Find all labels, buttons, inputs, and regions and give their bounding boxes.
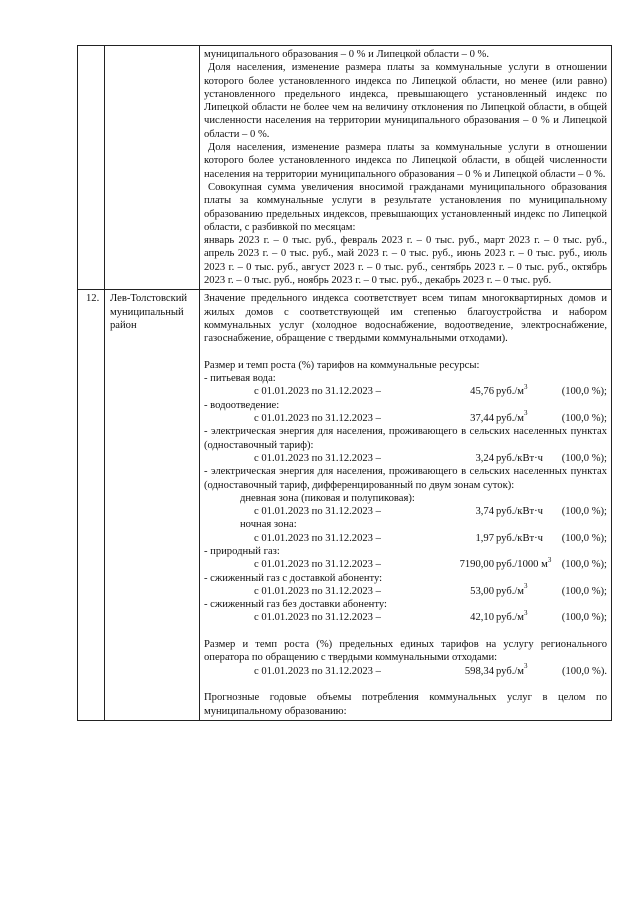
tariff-period: с 01.01.2023 по 31.12.2023 –: [254, 532, 381, 544]
tariff-row: [204, 532, 607, 545]
tariff-value: 42,10: [470, 612, 494, 624]
tariff-percent: (100,0 %);: [561, 559, 607, 571]
content-cell: [200, 290, 612, 721]
district-cell: [105, 46, 200, 290]
tariff-percent: (100,0 %);: [561, 386, 607, 398]
zone-label: ночная зона:: [240, 519, 297, 531]
tariff-period: с 01.01.2023 по 31.12.2023 –: [254, 413, 381, 425]
tariff-unit: $руб./м^3$: [496, 382, 528, 398]
tariff-percent: (100,0 %);: [561, 532, 607, 544]
tariff-percent: (100,0 %);: [561, 585, 607, 597]
tariff-label: - электрическая энергия для населения, проживающего в сельских населенных пунктах (одноставочный тариф, дифференцированный по двум зонам суток):: [204, 466, 607, 491]
tariffs-heading: Размер и темп роста (%) тарифов на коммунальные ресурсы:: [204, 359, 480, 371]
tariff-period: с 01.01.2023 по 31.12.2023 –: [254, 585, 381, 597]
tariff-unit: руб./кВт·ч: [496, 452, 543, 464]
tariff-label: - электрическая энергия для населения, проживающего в сельских населенных пунктах (одноставочный тариф):: [204, 426, 607, 451]
tariff-label: - природный газ:: [204, 545, 280, 557]
table-row: [78, 46, 612, 290]
tariff-unit: руб./кВт·ч: [496, 532, 543, 544]
tariff-value: 598,34: [464, 665, 494, 677]
tariff-label: - водоотведение:: [204, 399, 280, 411]
paragraph: Доля населения, изменение размера платы за коммунальные услуги в отношении которого более установленного индекса по Липецкой области, но менее (или равно) установленного предельного индекса, превышающего установленный индекс по Липецкой области не более чем на величину отклонения по Липецкой области, в общей численности населения на территории муниципального образования – 0 % и Липецкой области – 0 %.: [204, 62, 607, 140]
tariff-row: [204, 505, 607, 518]
tariff-unit: $руб./м^3$: [496, 608, 528, 624]
tariff-period: с 01.01.2023 по 31.12.2023 –: [254, 452, 381, 464]
paragraph: Совокупная сумма увеличения вносимой гражданами муниципального образования платы за коммунальные услуги в результате установления по муниципальному образованию предельных индексов, превышающих установленный индекс по Липецкой области, с разбивкой по месяцам:: [204, 181, 607, 233]
waste-heading: Размер и темп роста (%) предельных единых тарифов на услугу регионального оператора по обращению с твердыми коммунальными отходами:: [204, 639, 607, 664]
paragraph: Доля населения, изменение размера платы за коммунальные услуги в отношении которого более установленного индекса по Липецкой области, в общей численности населения на территории муниципального образования – 0 % и Липецкой области – 0 %.: [204, 142, 607, 180]
tariff-value: 3,74: [475, 506, 494, 518]
tariff-percent: (100,0 %);: [561, 452, 607, 464]
tariff-percent: (100,0 %);: [561, 413, 607, 425]
tariff-period: с 01.01.2023 по 31.12.2023 –: [254, 612, 381, 624]
tariff-row: [204, 382, 607, 398]
monthly-breakdown: январь 2023 г. – 0 тыс. руб., февраль 2023 г. – 0 тыс. руб., март 2023 г. – 0 тыс. руб., апрель 2023 г. – 0 тыс. руб., май 2023 г. – 0 тыс. руб., июнь 2023 г. – 0 тыс. руб., июль 2023 г. – 0 тыс. руб., август 2023 г. – 0 тыс. руб., сентябрь 2023 г. – 0 тыс. руб., октябрь 2023 г. – 0 тыс. руб., ноябрь 2023 г. – 0 тыс. руб., декабрь 2023 г. – 0 тыс. руб.: [204, 235, 607, 287]
tariff-unit: руб./1000 $м^3$: [496, 555, 552, 571]
tariff-value: 1,97: [475, 532, 494, 544]
tariff-value: 45,76: [470, 386, 494, 398]
tariff-period: с 01.01.2023 по 31.12.2023 –: [254, 506, 381, 518]
tariff-label: - сжиженный газ без доставки абоненту:: [204, 599, 387, 611]
intro-paragraph: Значение предельного индекса соответствует всем типам многоквартирных домов и жилых домов с соответствующей им степенью благоустройства и набором коммунальных услуг (холодное водоснабжение, водоотведение, электроснабжение, газоснабжение, обращение с твердыми коммунальными отходами).: [204, 293, 607, 345]
tariff-label: - сжиженный газ с доставкой абоненту:: [204, 572, 383, 584]
tariff-percent: (100,0 %);: [561, 612, 607, 624]
tariff-label: - питьевая вода:: [204, 373, 276, 385]
tariff-value: 7190,00: [459, 559, 494, 571]
tariff-row: [204, 555, 607, 571]
tariff-row: [204, 608, 607, 624]
tariff-row: [204, 662, 607, 678]
tariff-value: 37,44: [470, 413, 494, 425]
tariff-unit: $руб./м^3$: [496, 409, 528, 425]
tariff-value: 3,24: [475, 452, 494, 464]
tariff-table: [77, 45, 612, 721]
tariff-unit: $руб./м^3$: [496, 582, 528, 597]
tariff-unit: руб./кВт·ч: [496, 506, 543, 518]
row-number-cell: [78, 290, 105, 721]
district-cell: [105, 290, 200, 721]
tariff-row: [204, 452, 607, 465]
district-name: Лев-Толстовский муниципальный район: [110, 293, 188, 331]
row-number-cell: [78, 46, 105, 290]
tariff-value: 53,00: [470, 585, 494, 597]
forecast-heading: Прогнозные годовые объемы потребления коммунальных услуг в целом по муниципальному образованию:: [204, 692, 607, 717]
content-cell: [200, 46, 612, 290]
tariff-period: с 01.01.2023 по 31.12.2023 –: [254, 386, 381, 398]
tariff-period: с 01.01.2023 по 31.12.2023 –: [254, 559, 381, 571]
tariff-unit: $руб./м^3$: [496, 662, 528, 677]
tariff-percent: (100,0 %).: [561, 665, 607, 677]
text-line: муниципального образования – 0 % и Липецкой области – 0 %.: [204, 49, 490, 60]
row-number: 12.: [86, 293, 100, 305]
table-row: [78, 290, 612, 721]
tariff-percent: (100,0 %);: [561, 506, 607, 518]
tariff-period: с 01.01.2023 по 31.12.2023 –: [254, 665, 381, 677]
tariff-row: [204, 582, 607, 598]
tariff-row: [204, 409, 607, 425]
zone-label: дневная зона (пиковая и полупиковая):: [240, 492, 415, 504]
